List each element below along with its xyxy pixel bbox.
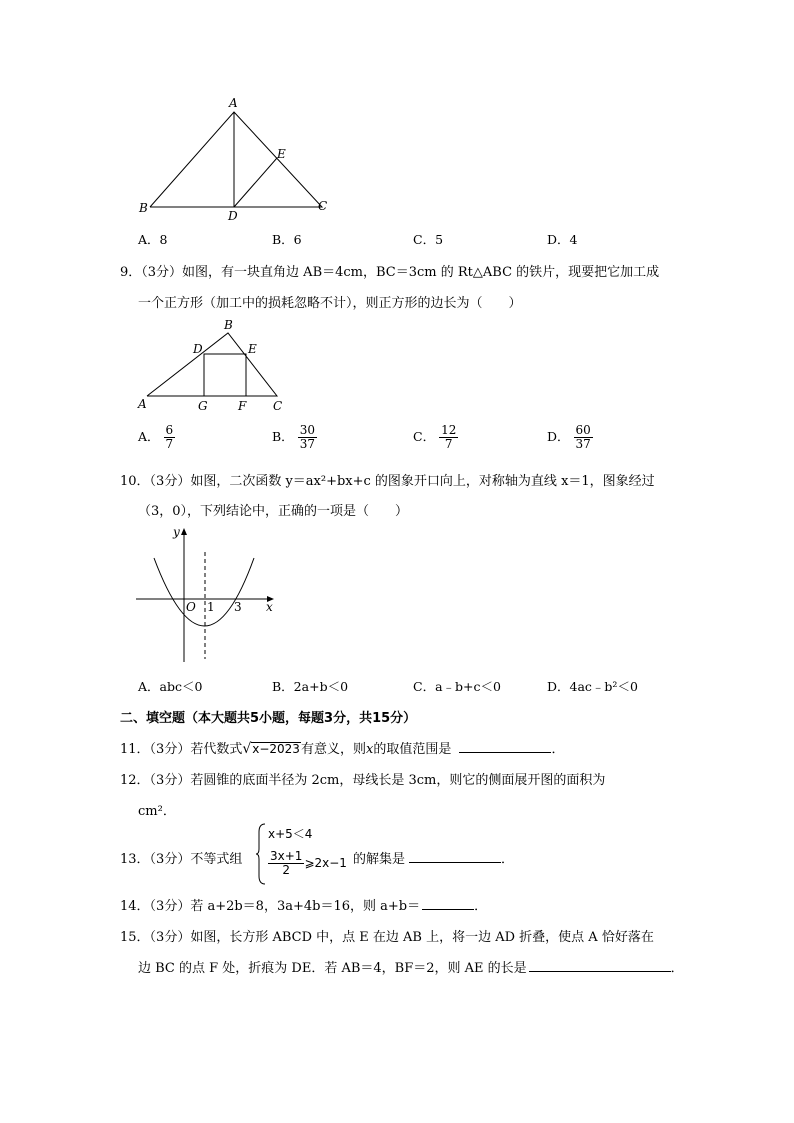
q8-option-c: C．5	[413, 232, 444, 247]
q9-text-line2: 一个正方形（加工中的损耗忽略不计），则正方形的边长为（ ）	[138, 296, 522, 311]
q10-text-line1: 10．（3分）如图，二次函数 y＝ax²+bx+c 的图象开口向上，对称轴为直线 x＝1，图象经过	[120, 474, 655, 489]
q13-label: 13．（3分）不等式组	[120, 852, 243, 867]
q13-inequality-system	[256, 822, 356, 886]
q8-option-d: D．4	[547, 232, 578, 247]
q11-text: 11．（3分）若代数式√x−2023有意义，则x的取值范围是 ．	[120, 741, 565, 757]
answer-blank[interactable]	[422, 897, 474, 910]
q12-text-line1: 12．（3分）若圆锥的底面半径为 2cm，母线长是 3cm，则它的侧面展开图的面积为	[120, 773, 606, 788]
label-e: E	[277, 147, 286, 161]
label-a: A	[229, 96, 238, 110]
label-a: A	[138, 397, 147, 411]
label-y: y	[173, 525, 180, 539]
brace-icon	[256, 822, 266, 886]
q12-text-line2: cm²．	[138, 804, 176, 819]
section-heading: 二、填空题（本大题共5小题，每题3分，共15分）	[120, 711, 417, 726]
answer-blank[interactable]	[409, 850, 501, 863]
q9-option-b: B． $\frac{30}{37}$	[272, 423, 315, 451]
q15-text-line1: 15．（3分）如图，长方形 ABCD 中，点 E 在边 AB 上，将一边 AD 折叠，使点 A 恰好落在	[120, 930, 654, 945]
label-b: B	[224, 318, 233, 332]
label-three: 3	[234, 600, 242, 614]
q9-option-a: A． $\frac{6}{7}$	[138, 423, 174, 451]
label-b: B	[139, 201, 148, 215]
q8-option-b: B．6	[272, 232, 302, 247]
label-f: F	[238, 399, 247, 413]
label-e: E	[248, 342, 257, 356]
q13-ineq2: $\frac{3x+1}{2}$ ⩾2x−1	[270, 849, 347, 877]
q10-option-b: B．2a+b＜0	[272, 679, 349, 694]
answer-blank[interactable]	[459, 740, 551, 753]
q9-option-c: C． $\frac{12}{7}$	[413, 423, 457, 451]
q9-option-d: D． $\frac{60}{37}$	[547, 423, 591, 451]
q10-parabola-figure	[133, 522, 283, 664]
q13-tail: 的解集是 ．	[353, 852, 515, 867]
q10-option-c: C．a﹣b+c＜0	[413, 679, 501, 694]
label-c: C	[273, 399, 283, 413]
q13-ineq1: x+5＜4	[268, 827, 313, 841]
label-c: C	[318, 199, 328, 213]
q10-option-a: A．abc＜0	[138, 679, 203, 694]
label-d: D	[193, 342, 203, 356]
q8-option-a: A．8	[138, 232, 168, 247]
label-one: 1	[207, 600, 215, 614]
label-o: O	[186, 600, 196, 614]
q15-text-line2: 边 BC 的点 F 处，折痕为 DE．若 AB＝4，BF＝2，则 AE 的长是 ．	[138, 961, 684, 976]
q10-option-d: D．4ac﹣b²＜0	[547, 679, 638, 694]
q9-text-line1: 9．（3分）如图，有一块直角边 AB＝4cm，BC＝3cm 的 Rt△ABC 的铁片，现要把它加工成	[120, 265, 660, 280]
label-d: D	[228, 209, 238, 223]
q9-triangle-figure	[135, 316, 295, 413]
label-g: G	[198, 399, 208, 413]
q10-text-line2: （3，0），下列结论中，正确的一项是（ ）	[138, 504, 409, 519]
q14-text: 14．（3分）若 a+2b＝8，3a+4b＝16，则 a+b＝ ．	[120, 899, 488, 914]
label-x: x	[266, 600, 273, 614]
q8-triangle-figure	[130, 92, 340, 224]
answer-blank[interactable]	[529, 959, 671, 972]
